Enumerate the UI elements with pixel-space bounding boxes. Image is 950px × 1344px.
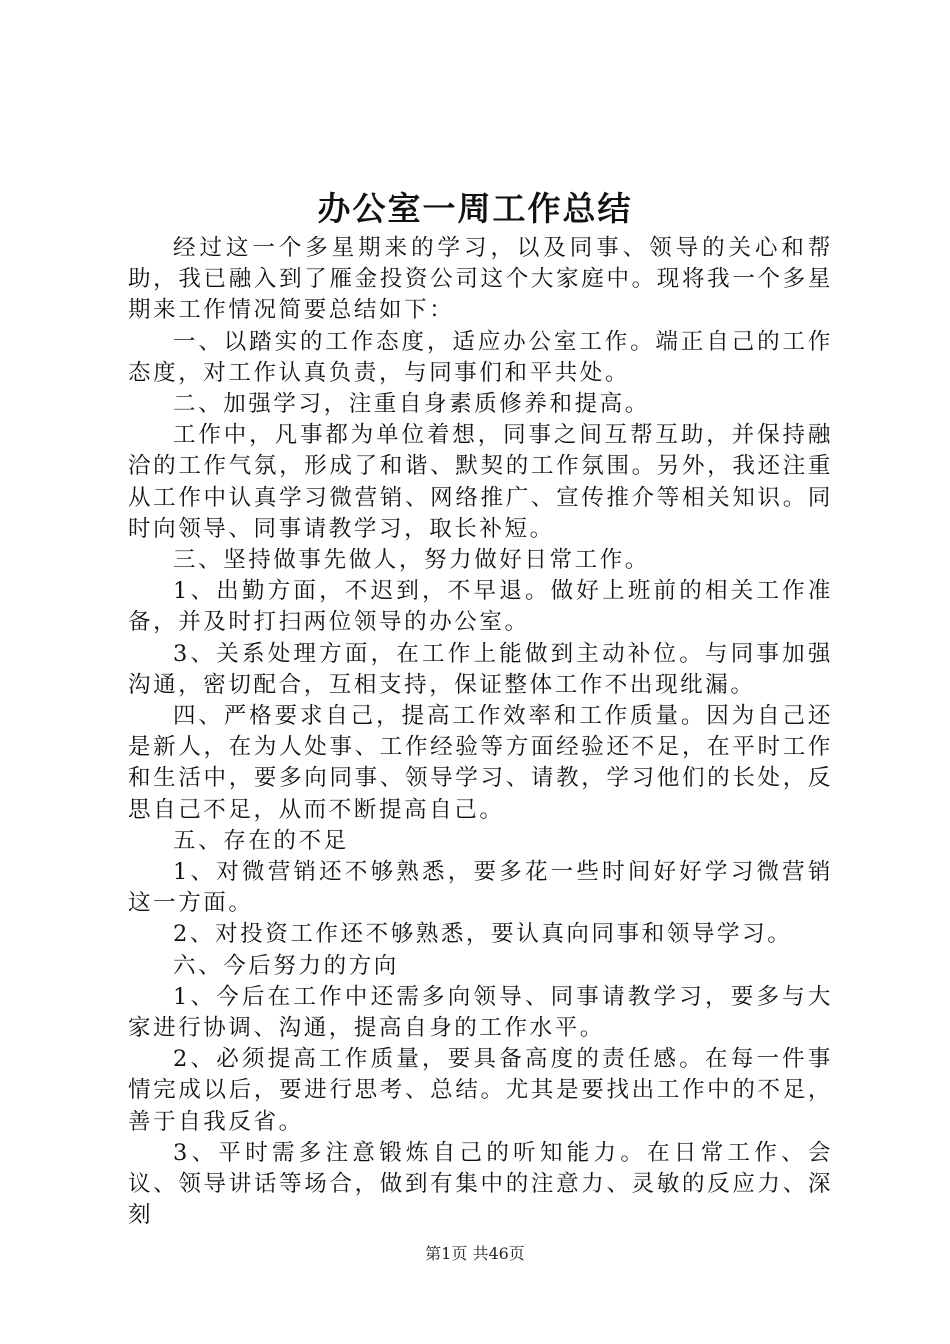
paragraph: 四、严格要求自己，提高工作效率和工作质量。因为自己还是新人，在为人处事、工作经验等方面经验还不足，在平时工作和生活中，要多向同事、领导学习、请教，学习他们的长处，反思自己不足，从而不断提高自己。 (128, 703, 833, 823)
list-item: 1、今后在工作中还需多向领导、同事请教学习，要多与大家进行协调、沟通，提高自身的工作水平。 (128, 983, 833, 1042)
list-item: 3、关系处理方面，在工作上能做到主动补位。与同事加强沟通，密切配合，互相支持，保证整体工作不出现纰漏。 (128, 640, 833, 698)
paragraph: 一、以踏实的工作态度，适应办公室工作。端正自己的工作态度，对工作认真负责，与同事们和平共处。 (128, 328, 833, 386)
list-item: 1、出勤方面，不迟到，不早退。做好上班前的相关工作准备，并及时打扫两位领导的办公室。 (128, 578, 833, 636)
document-body (128, 233, 833, 1232)
section-heading: 五、存在的不足 (173, 827, 349, 854)
document-title: 办公室一周工作总结 (317, 189, 633, 228)
list-item: 1、对微营销还不够熟悉，要多花一些时间好好学习微营销这一方面。 (128, 859, 833, 917)
section-heading: 三、坚持做事先做人，努力做好日常工作。 (173, 547, 650, 574)
paragraph: 工作中，凡事都为单位着想，同事之间互帮互助，并保持融洽的工作气氛，形成了和谐、默契的工作氛围。另外，我还注重从工作中认真学习微营销、网络推广、宣传推介等相关知识。同时向领导、同事请教学习，取长补短。 (128, 422, 833, 542)
paragraph: 经过这一个多星期来的学习，以及同事、领导的关心和帮助，我已融入到了雁金投资公司这个大家庭中。现将我一个多星期来工作情况简要总结如下： (128, 235, 833, 324)
page-number-footer: 第1页 共46页 (425, 1244, 525, 1263)
list-item: 2、必须提高工作质量，要具备高度的责任感。在每一件事情完成以后，要进行思考、总结。尤其是要找出工作中的不足，善于自我反省。 (128, 1046, 833, 1135)
section-heading: 六、今后努力的方向 (173, 952, 399, 979)
list-item: 3、平时需多注意锻炼自己的听知能力。在日常工作、会议、领导讲话等场合，做到有集中的注意力、灵敏的反应力、深刻 (128, 1139, 833, 1229)
section-heading: 二、加强学习，注重自身素质修养和提高。 (173, 391, 650, 418)
list-item: 2、对投资工作还不够熟悉，要认真向同事和领导学习。 (173, 921, 793, 948)
